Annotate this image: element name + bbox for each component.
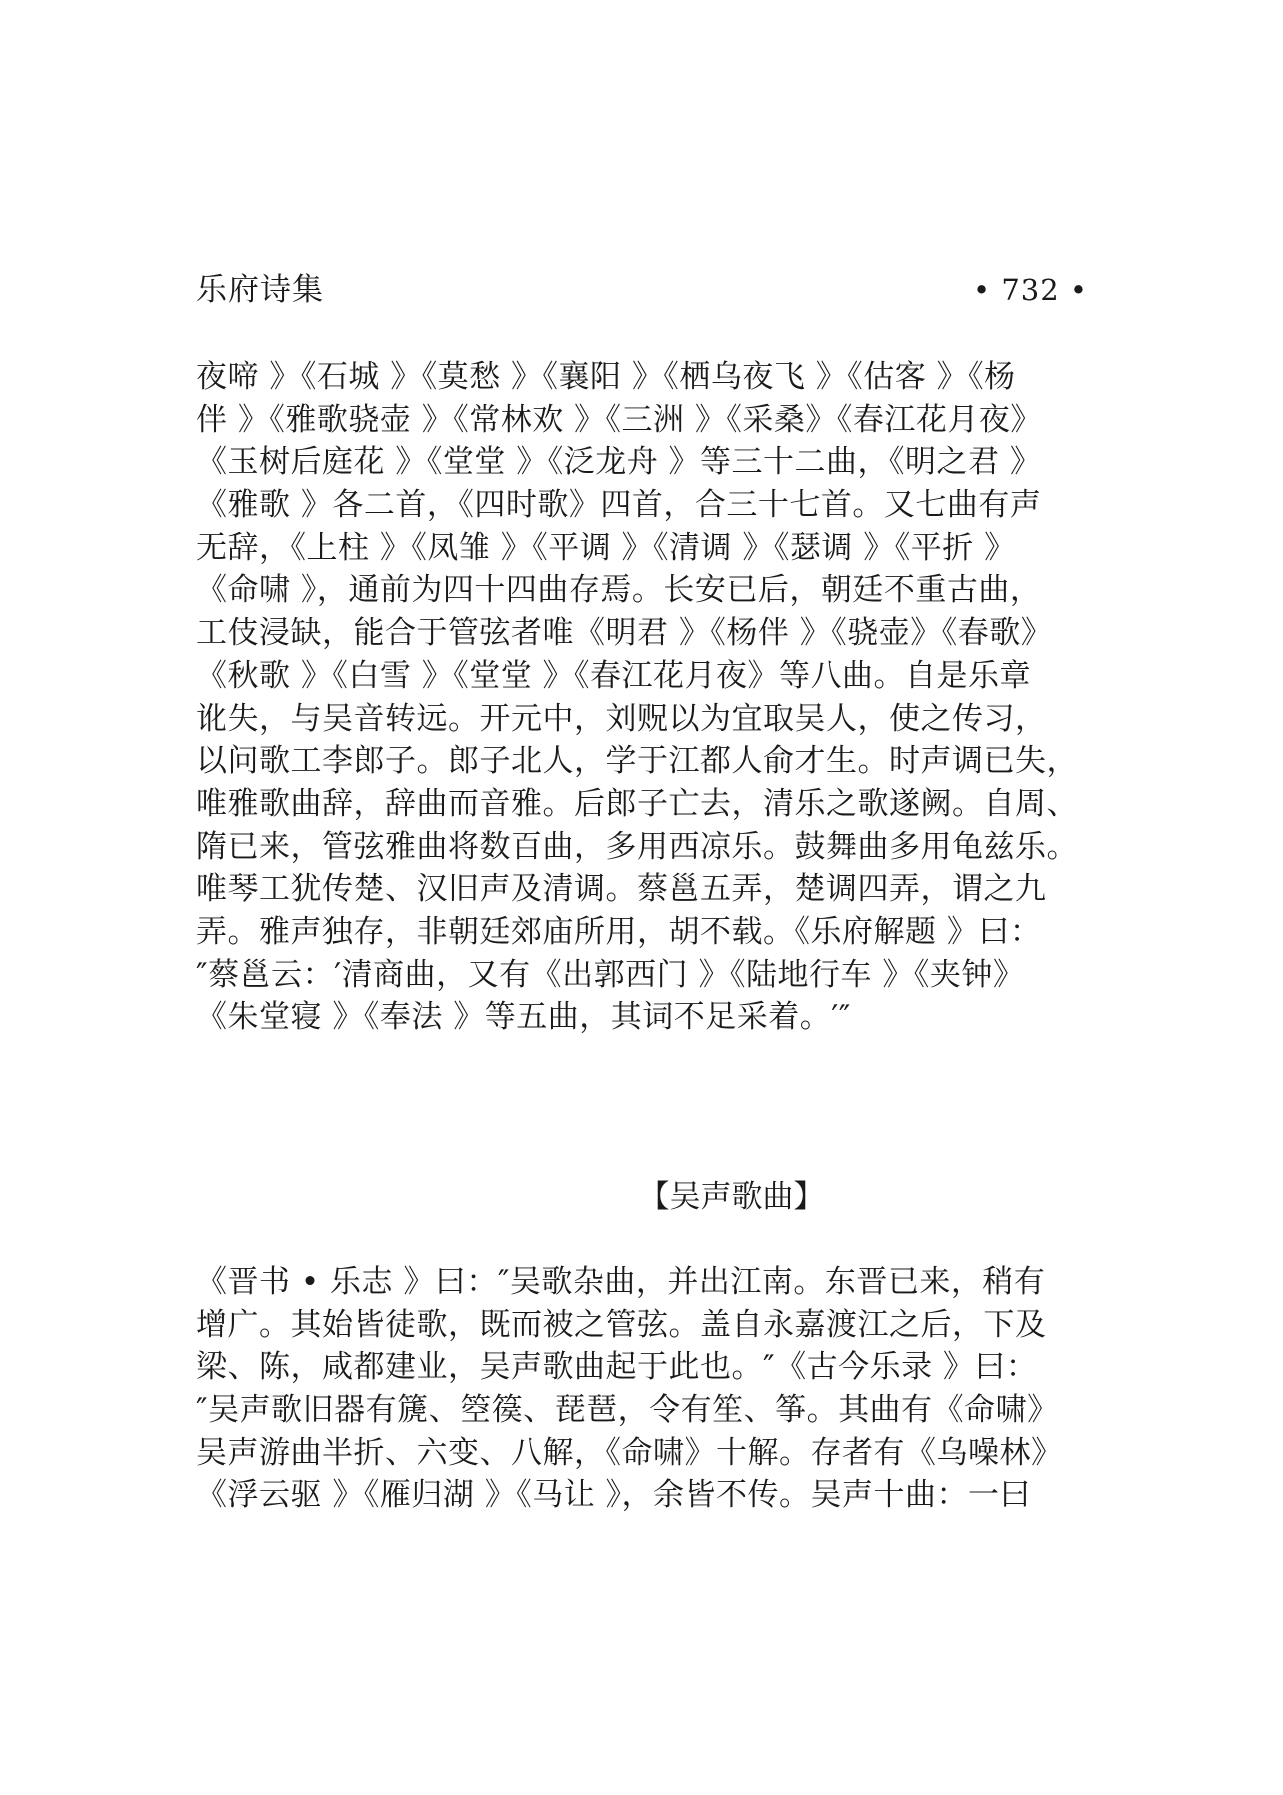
text-line: 《朱堂寝 》《奉法 》等五曲，其词不足采着。′″ [196, 999, 851, 1036]
text-line: 无辞，《上柱 》《凤雏 》《平调 》《清调 》《瑟调 》《平折 》 [196, 529, 1016, 566]
text-line: 夜啼 》《石城 》《莫愁 》《襄阳 》《栖乌夜飞 》《估客 》《杨 [196, 359, 1016, 395]
text-line: 吴声游曲半折、六变、八解，《命啸》十解。存者有《乌噪林》 [196, 1434, 1063, 1471]
text-line: 伴 》《雅歌骁壶 》《常林欢 》《三洲 》《采桑》《春江花月夜》 [196, 401, 1042, 438]
text-line: 隋已来，管弦雅曲将数百曲，多用西凉乐。鼓舞曲多用龟兹乐。 [196, 828, 1078, 865]
page-header [196, 268, 1088, 312]
section-heading: 【吴声歌曲】 [638, 1179, 825, 1215]
text-line: 《玉树后庭花 》《堂堂 》《泛龙舟 》等三十二曲，《明之君 》 [196, 444, 1042, 481]
passage-2 [196, 1261, 1116, 1517]
text-line: ″蔡邕云：′清商曲，又有《出郭西门 》《陆地行车 》《夹钟》 [196, 956, 1025, 993]
text-line: 讹失，与吴音转远。开元中，刘贶以为宜取吴人，使之传习， [196, 700, 1047, 737]
text-line: ″吴声歌旧器有篪、箜篌、琵琶，令有笙、筝。其曲有《命啸》 [196, 1392, 1059, 1429]
text-line: 工伎浸缺，能合于管弦者唯《明君 》《杨伴 》《骁壶》《春歌》 [196, 615, 1053, 652]
text-line: 梁、陈，咸都建业，吴声歌曲起于此也。″《古今乐录 》曰： [196, 1349, 1038, 1386]
text-line: 《命啸 》，通前为四十四曲存焉。长安已后，朝廷不重古曲， [196, 572, 1042, 609]
text-line: 唯雅歌曲辞，辞曲而音雅。后郎子亡去，清乐之歌遂阙。自周、 [196, 785, 1078, 822]
text-line: 《浮云驱 》《雁归湖 》《马让 》，余皆不传。吴声十曲：一曰 [196, 1477, 1032, 1514]
text-line: 《秋歌 》《白雪 》《堂堂 》《春江花月夜》等八曲。自是乐章 [196, 657, 1032, 694]
page-number: • 732 • [973, 273, 1088, 307]
passage-1 [196, 356, 1116, 1039]
text-line: 增广。其始皆徒歌，既而被之管弦。盖自永嘉渡江之后，下及 [196, 1306, 1047, 1343]
text-line: 唯琴工犹传楚、汉旧声及清调。蔡邕五弄，楚调四弄，谓之九 [196, 871, 1047, 908]
text-line: 《雅歌 》各二首，《四时歌》四首，合三十七首。又七曲有声 [196, 487, 1042, 524]
text-line: 以问歌工李郎子。郎子北人，学于江都人俞才生。时声调已失， [196, 743, 1078, 780]
text-line: 弄。雅声独存，非朝廷郊庙所用，胡不载。《乐府解题 》曰： [196, 913, 1042, 950]
book-title: 乐府诗集 [196, 272, 324, 308]
text-line: 《晋书 • 乐志 》曰：″吴歌杂曲，并出江南。东晋已来，稍有 [196, 1264, 1046, 1300]
